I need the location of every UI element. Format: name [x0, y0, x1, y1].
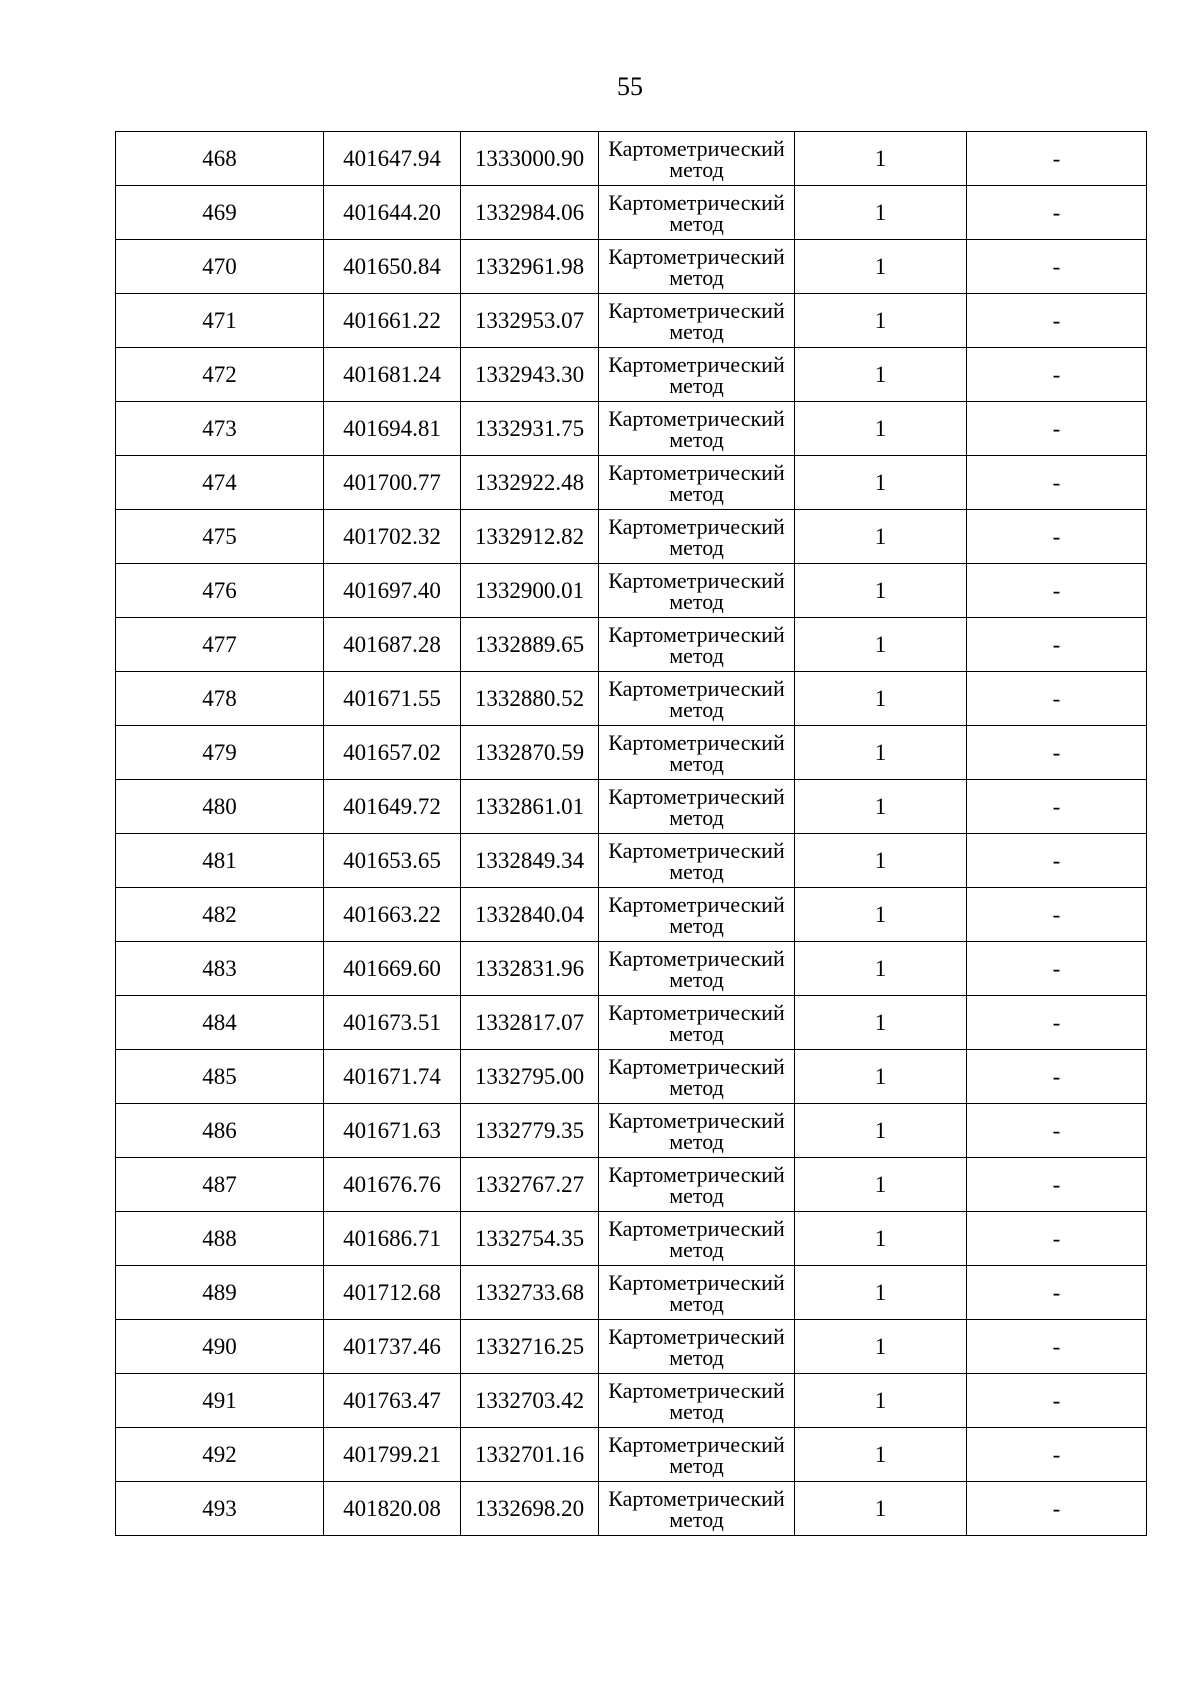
note-cell: - — [967, 1428, 1147, 1482]
table-row — [116, 456, 1147, 510]
x-coordinate-cell: 401661.22 — [324, 294, 461, 348]
accuracy-cell: 1 — [795, 456, 967, 510]
method-line-2: метод — [669, 589, 724, 614]
x-coordinate-cell: 401686.71 — [324, 1212, 461, 1266]
note-cell: - — [967, 186, 1147, 240]
note-cell: - — [967, 672, 1147, 726]
note-cell: - — [967, 1374, 1147, 1428]
point-number-cell: 473 — [116, 402, 324, 456]
method-cell — [599, 1482, 795, 1536]
point-number-cell: 485 — [116, 1050, 324, 1104]
method-cell — [599, 1104, 795, 1158]
x-coordinate-cell: 401702.32 — [324, 510, 461, 564]
table-row — [116, 1212, 1147, 1266]
method-line-2: метод — [669, 1129, 724, 1154]
method-line-1: Картометрический — [608, 622, 785, 647]
point-number-cell: 478 — [116, 672, 324, 726]
accuracy-cell: 1 — [795, 1050, 967, 1104]
point-number-cell: 472 — [116, 348, 324, 402]
note-cell: - — [967, 348, 1147, 402]
accuracy-cell: 1 — [795, 834, 967, 888]
method-cell — [599, 888, 795, 942]
note-cell: - — [967, 132, 1147, 186]
y-coordinate-cell: 1332961.98 — [461, 240, 599, 294]
method-line-1: Картометрический — [608, 1486, 785, 1511]
note-cell: - — [967, 510, 1147, 564]
x-coordinate-cell: 401676.76 — [324, 1158, 461, 1212]
method-cell — [599, 1050, 795, 1104]
method-line-2: метод — [669, 481, 724, 506]
point-number-cell: 480 — [116, 780, 324, 834]
method-cell — [599, 456, 795, 510]
y-coordinate-cell: 1332889.65 — [461, 618, 599, 672]
method-line-1: Картометрический — [608, 1324, 785, 1349]
x-coordinate-cell: 401681.24 — [324, 348, 461, 402]
note-cell: - — [967, 888, 1147, 942]
table-row — [116, 1158, 1147, 1212]
y-coordinate-cell: 1332795.00 — [461, 1050, 599, 1104]
method-cell — [599, 942, 795, 996]
point-number-cell: 471 — [116, 294, 324, 348]
accuracy-cell: 1 — [795, 1158, 967, 1212]
method-cell — [599, 726, 795, 780]
x-coordinate-cell: 401650.84 — [324, 240, 461, 294]
point-number-cell: 493 — [116, 1482, 324, 1536]
coordinates-table — [115, 131, 1147, 1536]
method-line-2: метод — [669, 211, 724, 236]
method-line-2: метод — [669, 157, 724, 182]
method-line-2: метод — [669, 1507, 724, 1532]
method-line-2: метод — [669, 967, 724, 992]
note-cell: - — [967, 618, 1147, 672]
accuracy-cell: 1 — [795, 348, 967, 402]
method-cell — [599, 132, 795, 186]
accuracy-cell: 1 — [795, 1482, 967, 1536]
note-cell: - — [967, 1158, 1147, 1212]
x-coordinate-cell: 401644.20 — [324, 186, 461, 240]
method-line-2: метод — [669, 859, 724, 884]
table-row — [116, 942, 1147, 996]
method-line-2: метод — [669, 1453, 724, 1478]
point-number-cell: 469 — [116, 186, 324, 240]
x-coordinate-cell: 401649.72 — [324, 780, 461, 834]
accuracy-cell: 1 — [795, 1428, 967, 1482]
method-line-1: Картометрический — [608, 838, 785, 863]
point-number-cell: 477 — [116, 618, 324, 672]
point-number-cell: 470 — [116, 240, 324, 294]
x-coordinate-cell: 401687.28 — [324, 618, 461, 672]
table-row — [116, 1050, 1147, 1104]
method-line-1: Картометрический — [608, 352, 785, 377]
method-line-1: Картометрический — [608, 946, 785, 971]
note-cell: - — [967, 456, 1147, 510]
y-coordinate-cell: 1332870.59 — [461, 726, 599, 780]
method-line-2: метод — [669, 1021, 724, 1046]
accuracy-cell: 1 — [795, 996, 967, 1050]
point-number-cell: 488 — [116, 1212, 324, 1266]
method-line-1: Картометрический — [608, 190, 785, 215]
method-line-1: Картометрический — [608, 730, 785, 755]
point-number-cell: 487 — [116, 1158, 324, 1212]
y-coordinate-cell: 1332817.07 — [461, 996, 599, 1050]
y-coordinate-cell: 1332984.06 — [461, 186, 599, 240]
method-line-2: метод — [669, 643, 724, 668]
point-number-cell: 484 — [116, 996, 324, 1050]
method-cell — [599, 1374, 795, 1428]
method-line-1: Картометрический — [608, 1162, 785, 1187]
note-cell: - — [967, 942, 1147, 996]
method-line-1: Картометрический — [608, 1216, 785, 1241]
y-coordinate-cell: 1332880.52 — [461, 672, 599, 726]
note-cell: - — [967, 1104, 1147, 1158]
y-coordinate-cell: 1332931.75 — [461, 402, 599, 456]
method-line-1: Картометрический — [608, 1108, 785, 1133]
x-coordinate-cell: 401697.40 — [324, 564, 461, 618]
method-cell — [599, 1428, 795, 1482]
x-coordinate-cell: 401799.21 — [324, 1428, 461, 1482]
accuracy-cell: 1 — [795, 564, 967, 618]
method-line-1: Картометрический — [608, 136, 785, 161]
point-number-cell: 479 — [116, 726, 324, 780]
note-cell: - — [967, 996, 1147, 1050]
note-cell: - — [967, 402, 1147, 456]
note-cell: - — [967, 726, 1147, 780]
method-line-2: метод — [669, 535, 724, 560]
method-line-2: метод — [669, 427, 724, 452]
x-coordinate-cell: 401737.46 — [324, 1320, 461, 1374]
point-number-cell: 489 — [116, 1266, 324, 1320]
method-cell — [599, 186, 795, 240]
method-cell — [599, 1320, 795, 1374]
y-coordinate-cell: 1332943.30 — [461, 348, 599, 402]
x-coordinate-cell: 401820.08 — [324, 1482, 461, 1536]
method-line-1: Картометрический — [608, 1054, 785, 1079]
table-row — [116, 726, 1147, 780]
method-line-1: Картометрический — [608, 514, 785, 539]
point-number-cell: 492 — [116, 1428, 324, 1482]
method-line-1: Картометрический — [608, 460, 785, 485]
table-row — [116, 1374, 1147, 1428]
table-row — [116, 402, 1147, 456]
method-line-2: метод — [669, 1075, 724, 1100]
method-line-1: Картометрический — [608, 568, 785, 593]
x-coordinate-cell: 401712.68 — [324, 1266, 461, 1320]
point-number-cell: 476 — [116, 564, 324, 618]
x-coordinate-cell: 401669.60 — [324, 942, 461, 996]
method-line-2: метод — [669, 1399, 724, 1424]
table-row — [116, 1104, 1147, 1158]
x-coordinate-cell: 401663.22 — [324, 888, 461, 942]
method-line-2: метод — [669, 373, 724, 398]
y-coordinate-cell: 1332861.01 — [461, 780, 599, 834]
method-line-2: метод — [669, 1345, 724, 1370]
table-row — [116, 780, 1147, 834]
point-number-cell: 482 — [116, 888, 324, 942]
x-coordinate-cell: 401671.55 — [324, 672, 461, 726]
x-coordinate-cell: 401647.94 — [324, 132, 461, 186]
method-line-1: Картометрический — [608, 1000, 785, 1025]
y-coordinate-cell: 1332953.07 — [461, 294, 599, 348]
accuracy-cell: 1 — [795, 510, 967, 564]
method-line-2: метод — [669, 805, 724, 830]
method-cell — [599, 1266, 795, 1320]
y-coordinate-cell: 1332900.01 — [461, 564, 599, 618]
method-line-1: Картометрический — [608, 406, 785, 431]
table-row — [116, 294, 1147, 348]
method-cell — [599, 834, 795, 888]
accuracy-cell: 1 — [795, 294, 967, 348]
point-number-cell: 481 — [116, 834, 324, 888]
note-cell: - — [967, 780, 1147, 834]
method-line-1: Картометрический — [608, 676, 785, 701]
note-cell: - — [967, 1212, 1147, 1266]
accuracy-cell: 1 — [795, 1104, 967, 1158]
page-number: 55 — [617, 72, 643, 101]
y-coordinate-cell: 1332779.35 — [461, 1104, 599, 1158]
method-cell — [599, 510, 795, 564]
y-coordinate-cell: 1332840.04 — [461, 888, 599, 942]
point-number-cell: 483 — [116, 942, 324, 996]
method-cell — [599, 618, 795, 672]
y-coordinate-cell: 1332849.34 — [461, 834, 599, 888]
accuracy-cell: 1 — [795, 1320, 967, 1374]
y-coordinate-cell: 1332703.42 — [461, 1374, 599, 1428]
method-line-2: метод — [669, 265, 724, 290]
method-line-1: Картометрический — [608, 1378, 785, 1403]
table-row — [116, 1320, 1147, 1374]
table-row — [116, 186, 1147, 240]
note-cell: - — [967, 564, 1147, 618]
x-coordinate-cell: 401671.63 — [324, 1104, 461, 1158]
accuracy-cell: 1 — [795, 942, 967, 996]
method-cell — [599, 402, 795, 456]
accuracy-cell: 1 — [795, 618, 967, 672]
accuracy-cell: 1 — [795, 726, 967, 780]
accuracy-cell: 1 — [795, 888, 967, 942]
table-row — [116, 1482, 1147, 1536]
x-coordinate-cell: 401763.47 — [324, 1374, 461, 1428]
x-coordinate-cell: 401673.51 — [324, 996, 461, 1050]
accuracy-cell: 1 — [795, 240, 967, 294]
point-number-cell: 468 — [116, 132, 324, 186]
x-coordinate-cell: 401657.02 — [324, 726, 461, 780]
point-number-cell: 475 — [116, 510, 324, 564]
accuracy-cell: 1 — [795, 132, 967, 186]
table-row — [116, 240, 1147, 294]
y-coordinate-cell: 1332754.35 — [461, 1212, 599, 1266]
table-row — [116, 618, 1147, 672]
table-row — [116, 834, 1147, 888]
method-line-1: Картометрический — [608, 298, 785, 323]
table-row — [116, 132, 1147, 186]
point-number-cell: 486 — [116, 1104, 324, 1158]
method-line-2: метод — [669, 319, 724, 344]
method-line-1: Картометрический — [608, 1432, 785, 1457]
table-body — [116, 132, 1147, 1536]
method-line-2: метод — [669, 1183, 724, 1208]
note-cell: - — [967, 834, 1147, 888]
method-cell — [599, 564, 795, 618]
point-number-cell: 474 — [116, 456, 324, 510]
y-coordinate-cell: 1332767.27 — [461, 1158, 599, 1212]
method-cell — [599, 1212, 795, 1266]
method-cell — [599, 240, 795, 294]
method-line-1: Картометрический — [608, 1270, 785, 1295]
x-coordinate-cell: 401694.81 — [324, 402, 461, 456]
note-cell: - — [967, 294, 1147, 348]
accuracy-cell: 1 — [795, 402, 967, 456]
method-line-2: метод — [669, 1237, 724, 1262]
x-coordinate-cell: 401671.74 — [324, 1050, 461, 1104]
y-coordinate-cell: 1332701.16 — [461, 1428, 599, 1482]
note-cell: - — [967, 240, 1147, 294]
method-line-2: метод — [669, 1291, 724, 1316]
method-cell — [599, 294, 795, 348]
method-line-1: Картометрический — [608, 784, 785, 809]
method-cell — [599, 672, 795, 726]
table-row — [116, 996, 1147, 1050]
method-cell — [599, 1158, 795, 1212]
table-row — [116, 510, 1147, 564]
accuracy-cell: 1 — [795, 1374, 967, 1428]
y-coordinate-cell: 1333000.90 — [461, 132, 599, 186]
point-number-cell: 490 — [116, 1320, 324, 1374]
x-coordinate-cell: 401653.65 — [324, 834, 461, 888]
accuracy-cell: 1 — [795, 186, 967, 240]
note-cell: - — [967, 1482, 1147, 1536]
y-coordinate-cell: 1332733.68 — [461, 1266, 599, 1320]
method-line-2: метод — [669, 751, 724, 776]
table-row — [116, 564, 1147, 618]
y-coordinate-cell: 1332912.82 — [461, 510, 599, 564]
accuracy-cell: 1 — [795, 1212, 967, 1266]
accuracy-cell: 1 — [795, 672, 967, 726]
method-cell — [599, 780, 795, 834]
table-row — [116, 888, 1147, 942]
y-coordinate-cell: 1332831.96 — [461, 942, 599, 996]
note-cell: - — [967, 1050, 1147, 1104]
method-line-1: Картометрический — [608, 892, 785, 917]
method-line-2: метод — [669, 913, 724, 938]
method-line-2: метод — [669, 697, 724, 722]
point-number-cell: 491 — [116, 1374, 324, 1428]
accuracy-cell: 1 — [795, 780, 967, 834]
y-coordinate-cell: 1332716.25 — [461, 1320, 599, 1374]
method-line-1: Картометрический — [608, 244, 785, 269]
accuracy-cell: 1 — [795, 1266, 967, 1320]
table-row — [116, 672, 1147, 726]
y-coordinate-cell: 1332922.48 — [461, 456, 599, 510]
note-cell: - — [967, 1266, 1147, 1320]
note-cell: - — [967, 1320, 1147, 1374]
method-cell — [599, 996, 795, 1050]
method-cell — [599, 348, 795, 402]
table-row — [116, 348, 1147, 402]
table-row — [116, 1266, 1147, 1320]
x-coordinate-cell: 401700.77 — [324, 456, 461, 510]
table-row — [116, 1428, 1147, 1482]
y-coordinate-cell: 1332698.20 — [461, 1482, 599, 1536]
